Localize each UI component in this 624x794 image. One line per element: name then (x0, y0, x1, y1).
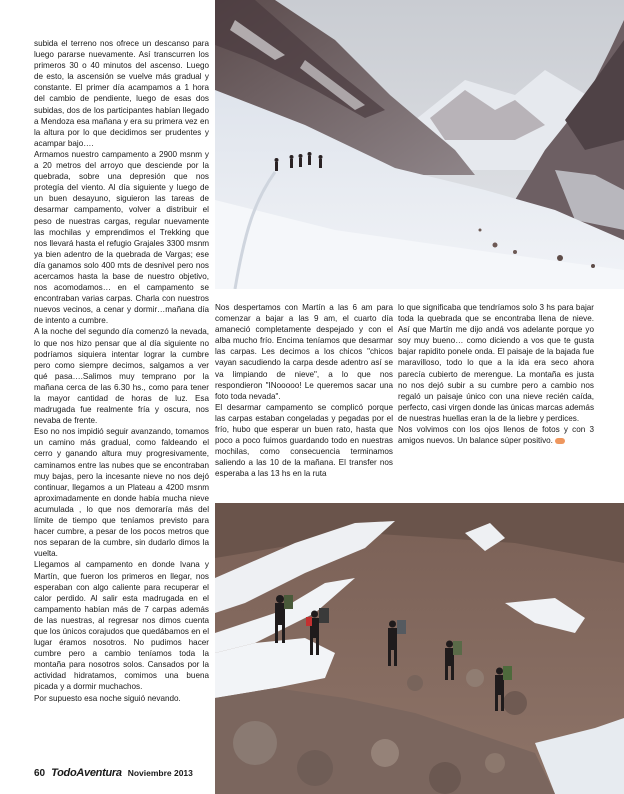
photo-rocky-descent (215, 503, 624, 794)
orange-mark (555, 438, 565, 444)
paragraph: Eso no nos impidió seguir avanzando, tomamos un camino más gradual, como faldeando el cerro y ganando altura muy progresivamente, caminamos entre las nubes que se encontraban muy bajas, pero la incesante nieve no nos dejó continuar, llegamos a un Plateau a 4200 msnm aproximadamente en donde había mucha nieve acumulada , lo que nos demoraría más del límite de tiempo que teníamos previsto para hacer cumbre, a pesar de los pocos metros que nos separan de la cumbre, sin dudarlo dimos la vuelta. (34, 427, 209, 559)
page-footer (34, 767, 193, 779)
paragraph: El desarmar campamento se complicó porque las carpas estaban congeladas y pegadas por el frío, hubo que esperar un buen rato, hasta que poco a poco fuimos guardando todo en nuestras mochilas, como consecuencia terminamos saliendo a las 10 de la mañana. El transfer nos esperaba a las 13 hs en la ruta (215, 402, 393, 479)
photo-snowy-valley (215, 0, 624, 289)
snowy-valley-image (215, 0, 624, 289)
rocky-descent-image (215, 503, 624, 794)
paragraph: Llegamos al campamento en donde Ivana y Martín, que fueron los primeros en llegar, nos esperaban con algo caliente para recuperar el calor perdido. Al salir esta madrugada en el campamento habían más de 7 carpas además de las nuestras, al regresar nos dimos cuenta que los únicos corajudos que quedábamos en el lugar éramos nosotros. No pudimos hacer cumbre pero a cambio teníamos toda la montaña para nosotros solos. Cansados por la actividad hidratamos, comimos una buena picada y a dormir muchachos. (34, 560, 209, 692)
magazine-name: TodoAventura (51, 767, 122, 779)
paragraph: Por supuesto esa noche siguió nevando. (34, 693, 181, 703)
paragraph: Nos despertamos con Martín a las 6 am para comenzar a bajar a las 9 am, el cuarto día amaneció completamente despejado y con el alba mucho frío. Encima teníamos que desarmar las carpas. Les decimos a los chicos "chicos vayan sacudiendo la carpa desde adentro así se va limpiando de nieve", a lo que nos respondieron "INooooo! Le queremos sacar una foto toda nevada". (215, 303, 393, 401)
issue-date: Noviembre 2013 (127, 768, 193, 778)
article-column-middle (215, 302, 393, 480)
paragraph: lo que significaba que tendríamos solo 3 hs para bajar toda la quebrada que se encontraba llena de nieve. Así que Martín me dijo andá vos adelante porque yo soy muy bueno… como diciendo a vos que te gusta bajar rapidito ponele onda. El paisaje de la bajada fue maravilloso, todo lo que a la ida era seco ahora parecía cubierto de merengue. La montaña es justa no nos dejó subir a su cumbre pero a cambio nos regaló un paisaje único con una nieve recién caída, perfecto, casi virgen donde las únicas marcas además de nuestras huellas eran la de la liebre y perdices. (398, 303, 595, 423)
article-column-right (398, 302, 594, 446)
paragraph-closing (398, 424, 594, 446)
paragraph: subida el terreno nos ofrece un descanso para luego pararse nuevamente. Así transcurren los primeros 30 o 40 minutos del ascenso. Luego de esto, la ascensión se vuelve más gradual y constante. El primer día acampamos a 1 hora del cambio de pendiente, luego de esas dos subidas, dos de los participantes habían llegado a Mendoza esa mañana y era su primera vez en la altura por lo que decidimos ser prudentes y acampar bajo…. (34, 39, 209, 148)
closing-text: Nos volvimos con los ojos llenos de fotos y con 3 amigos nuevos. Un balance súper positivo. (398, 425, 594, 446)
article-column-left (34, 38, 209, 704)
page-number: 60 (34, 768, 46, 779)
paragraph: A la noche del segundo día comenzó la nevada, lo que nos hizo pensar que al día siguiente no podríamos siquiera intentar lograr la cumbre pero como siempre decimos, salgamos a ver qué pasa….Salimos muy temprano por la mañana cerca de las 6.30 hs., como para tener la mayor cantidad de horas de luz. Esa madrugada fue realmente fría y oscura, nos nevaba de frente. (34, 327, 209, 426)
paragraph: Armamos nuestro campamento a 2900 msnm y a 20 metros del arroyo que desciende por la quebrada, sobre una depresión que nos protegía del viento. Al día siguiente y luego de un buen desayuno, siguieron las tareas de desarmar campamento, volver a distribuir el peso de nuestras cargas, regular nuevamente las mochilas y emprendimos el Trekking que nos llevará hasta el refugio Grajales 3300 msnm ya bien adentro de la quebrada de Vargas; ese día ganamos solo 400 mts de desnivel pero nos acercamos hasta la base de nuestro objetivo, nos acomodamos… en el campamento se encontraban varias carpas. Charla con nuestros nuevos vecinos, a cenar y dormir…mañana día de intento a cumbre. (34, 149, 209, 326)
